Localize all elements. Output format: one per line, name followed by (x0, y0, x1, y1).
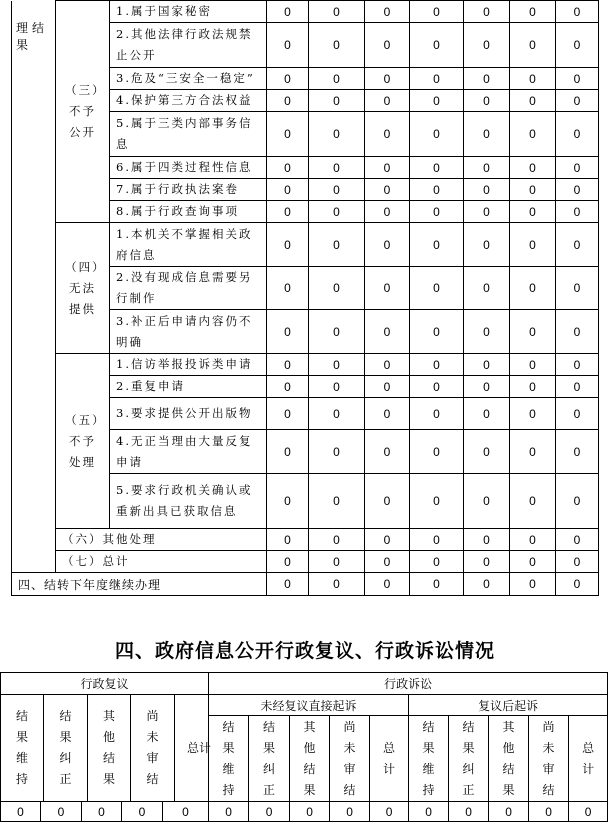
table-cell-value: 0 (410, 179, 464, 201)
table-cell-value: 0 (529, 802, 569, 822)
subcolumn-text: 其他结果 (303, 719, 316, 797)
table-cell-value: 0 (510, 310, 556, 354)
table-cell-value: 0 (410, 23, 464, 68)
table-cell-value: 0 (410, 201, 464, 223)
table-cell-value: 0 (464, 23, 510, 68)
table-cell-value: 0 (556, 23, 599, 68)
total-label: （七）总计 (56, 551, 267, 573)
row-label: 5.属于三类内部事务信息 (110, 112, 267, 157)
table-cell-value: 0 (309, 474, 365, 529)
row-label: 7.属于行政执法案卷 (110, 179, 267, 201)
table-cell-value: 0 (410, 354, 464, 376)
table-cell-value: 0 (556, 68, 599, 90)
table-cell-value: 0 (365, 474, 410, 529)
table-cell-value: 0 (365, 529, 410, 551)
table-cell-value: 0 (163, 802, 209, 822)
table-cell-value: 0 (410, 573, 464, 596)
disclosure-results-table (11, 0, 599, 596)
row-label: 3.要求提供公开出版物 (110, 398, 267, 430)
table-cell-value: 0 (410, 398, 464, 430)
table-cell-value: 0 (370, 802, 409, 822)
subcolumn-text: 总计 (186, 740, 211, 755)
table-cell-value: 0 (510, 474, 556, 529)
category-label-text: （五）不予处理 (65, 412, 100, 469)
row-label: 2.其他法律行政法规禁止公开 (110, 23, 267, 68)
litigation-subcolumn-header (489, 716, 529, 802)
table-row (12, 573, 599, 596)
table-cell-value: 0 (510, 223, 556, 267)
table-cell-value: 0 (556, 310, 599, 354)
table-cell-value: 0 (410, 529, 464, 551)
table-cell-value: 0 (464, 573, 510, 596)
review-subcolumns (1, 695, 209, 802)
review-subcolumn-header (131, 695, 175, 801)
subcolumn-text: 其他结果 (102, 709, 115, 786)
table-cell-value: 0 (309, 201, 365, 223)
table-cell-value: 0 (1, 802, 41, 822)
table-cell-value: 0 (510, 23, 556, 68)
table-cell-value: 0 (267, 551, 309, 573)
table-cell-value: 0 (410, 267, 464, 310)
table-cell-value: 0 (510, 573, 556, 596)
row-label: 2.重复申请 (110, 376, 267, 398)
row-label: 6.属于四类过程性信息 (110, 157, 267, 179)
table-cell-value: 0 (267, 354, 309, 376)
table-cell-value: 0 (556, 90, 599, 112)
table-cell-value: 0 (267, 376, 309, 398)
table-cell-value: 0 (489, 802, 529, 822)
table-cell-value: 0 (410, 157, 464, 179)
table-cell-value: 0 (267, 112, 309, 157)
table-cell-value: 0 (267, 573, 309, 596)
table-cell-value: 0 (267, 398, 309, 430)
table-cell-value: 0 (365, 179, 410, 201)
table-cell-value: 0 (556, 1, 599, 23)
table-cell-value: 0 (267, 179, 309, 201)
table-cell-value: 0 (556, 157, 599, 179)
row-label: 3.补正后申请内容仍不明确 (110, 310, 267, 354)
subcolumn-text: 结果纠正 (462, 719, 475, 797)
subcolumn-text: 结果纠正 (263, 719, 276, 797)
table-cell-value: 0 (510, 68, 556, 90)
table-cell-value: 0 (449, 802, 489, 822)
table-cell-value: 0 (365, 354, 410, 376)
table-cell-value: 0 (464, 551, 510, 573)
table-cell-value: 0 (309, 23, 365, 68)
table-cell-value: 0 (464, 474, 510, 529)
row-label: 8.属于行政查询事项 (110, 201, 267, 223)
litigation-subcolumn-header (529, 716, 569, 802)
table-cell-value: 0 (267, 68, 309, 90)
subcolumn-text: 结果维持 (222, 719, 235, 797)
table-cell-value: 0 (410, 551, 464, 573)
subcolumn-text: 结果纠正 (59, 709, 72, 786)
table-cell-value: 0 (556, 376, 599, 398)
table-row (12, 223, 599, 267)
category-label-text: （四）无法提供 (65, 259, 100, 316)
table-cell-value: 0 (464, 201, 510, 223)
table-cell-value: 0 (267, 157, 309, 179)
row-label: 1.本机关不掌握相关政府信息 (110, 223, 267, 267)
table-cell-value: 0 (82, 802, 122, 822)
category-label (56, 1, 110, 223)
table-cell-value: 0 (309, 267, 365, 310)
litigation-subcolumn-header (569, 716, 608, 802)
litigation-subcolumn-header (409, 716, 449, 802)
table-cell-value: 0 (410, 430, 464, 474)
table-cell-value: 0 (510, 354, 556, 376)
table-cell-value: 0 (410, 68, 464, 90)
table-cell-value: 0 (365, 573, 410, 596)
litigation-header: 行政诉讼 (209, 673, 608, 695)
litigation-subcolumn-header (449, 716, 489, 802)
table-cell-value: 0 (309, 529, 365, 551)
section-title: 四、政府信息公开行政复议、行政诉讼情况 (114, 640, 495, 662)
table-cell-value: 0 (410, 223, 464, 267)
row-label: 4.保护第三方合法权益 (110, 90, 267, 112)
table-cell-value: 0 (510, 179, 556, 201)
table-cell-value: 0 (309, 354, 365, 376)
review-subcolumn-header (1, 695, 44, 801)
table-cell-value: 0 (267, 310, 309, 354)
table-cell-value: 0 (510, 90, 556, 112)
table-cell-value: 0 (365, 376, 410, 398)
table-cell-value: 0 (464, 310, 510, 354)
table-cell-value: 0 (510, 1, 556, 23)
litigation-subcolumn-header (249, 716, 290, 802)
table-cell-value: 0 (464, 430, 510, 474)
table-cell-value: 0 (365, 112, 410, 157)
table-cell-value: 0 (510, 157, 556, 179)
table-cell-value: 0 (464, 112, 510, 157)
table-cell-value: 0 (309, 573, 365, 596)
table-cell-value: 0 (556, 354, 599, 376)
section-label: 理结果 (12, 1, 56, 573)
table-cell-value: 0 (309, 112, 365, 157)
subcolumn-text: 总计 (383, 740, 396, 776)
table-cell-value: 0 (309, 179, 365, 201)
table-cell-value: 0 (410, 310, 464, 354)
table-cell-value: 0 (330, 802, 370, 822)
table-cell-value: 0 (365, 430, 410, 474)
table-cell-value: 0 (365, 551, 410, 573)
table-cell-value: 0 (309, 398, 365, 430)
table-cell-value: 0 (365, 23, 410, 68)
table-cell-value: 0 (556, 223, 599, 267)
other-processing-label: （六）其他处理 (56, 529, 267, 551)
table-cell-value: 0 (464, 376, 510, 398)
table-cell-value: 0 (309, 551, 365, 573)
table-cell-value: 0 (556, 179, 599, 201)
table-cell-value: 0 (464, 1, 510, 23)
table-cell-value: 0 (267, 430, 309, 474)
table-cell-value: 0 (365, 267, 410, 310)
subcolumn-text: 尚未审结 (146, 709, 159, 786)
row-label: 2.没有现成信息需要另行制作 (110, 267, 267, 310)
table-cell-value: 0 (510, 551, 556, 573)
table-cell-value: 0 (510, 529, 556, 551)
table-cell-value: 0 (365, 310, 410, 354)
table-cell-value: 0 (267, 267, 309, 310)
table-cell-value: 0 (410, 474, 464, 529)
table-cell-value: 0 (267, 223, 309, 267)
litigation-subcolumn-header (209, 716, 249, 802)
subcolumn-text: 总计 (582, 740, 595, 776)
table-cell-value: 0 (556, 474, 599, 529)
table-cell-value: 0 (464, 354, 510, 376)
table-row (12, 529, 599, 551)
table-cell-value: 0 (510, 376, 556, 398)
table-cell-value: 0 (464, 68, 510, 90)
table-cell-value: 0 (365, 223, 410, 267)
table-cell-value: 0 (41, 802, 82, 822)
table-cell-value: 0 (365, 157, 410, 179)
litigation-subcolumn-header (330, 716, 370, 802)
table-cell-value: 0 (464, 267, 510, 310)
subcolumn-text: 其他结果 (502, 719, 515, 797)
table-cell-value: 0 (556, 267, 599, 310)
row-label: 3.危及“三安全一稳定” (110, 68, 267, 90)
table-cell-value: 0 (267, 90, 309, 112)
table-cell-value: 0 (410, 90, 464, 112)
table-cell-value: 0 (464, 179, 510, 201)
litigation-subcolumn-header (370, 716, 409, 802)
subcolumn-text: 尚未审结 (542, 719, 555, 797)
table-cell-value: 0 (556, 529, 599, 551)
table-cell-value: 0 (309, 376, 365, 398)
table-cell-value: 0 (556, 201, 599, 223)
table-cell-value: 0 (309, 310, 365, 354)
category-label (56, 223, 110, 354)
review-header: 行政复议 (1, 673, 209, 695)
table-row (12, 1, 599, 23)
table-cell-value: 0 (510, 398, 556, 430)
row-label: 5.要求行政机关确认或重新出具已获取信息 (110, 474, 267, 529)
table-cell-value: 0 (556, 551, 599, 573)
review-litigation-table (0, 672, 608, 822)
table-cell-value: 0 (464, 398, 510, 430)
table-cell-value: 0 (510, 201, 556, 223)
table-cell-value: 0 (290, 802, 330, 822)
row-label: 1.信访举报投诉类申请 (110, 354, 267, 376)
table-cell-value: 0 (409, 802, 449, 822)
table-cell-value: 0 (410, 1, 464, 23)
direct-suit-header: 未经复议直接起诉 (209, 695, 409, 716)
table-cell-value: 0 (365, 201, 410, 223)
table-cell-value: 0 (365, 398, 410, 430)
subcolumn-text: 结果维持 (15, 709, 28, 786)
row-label: 4.无正当理由大量反复申请 (110, 430, 267, 474)
table-cell-value: 0 (267, 1, 309, 23)
review-subcolumn-header (88, 695, 131, 801)
table-cell-value: 0 (249, 802, 290, 822)
table-cell-value: 0 (365, 1, 410, 23)
table-cell-value: 0 (510, 430, 556, 474)
subcolumn-text: 尚未审结 (343, 719, 356, 797)
table-cell-value: 0 (309, 68, 365, 90)
table-cell-value: 0 (267, 474, 309, 529)
table-cell-value: 0 (267, 529, 309, 551)
after-review-header: 复议后起诉 (409, 695, 608, 716)
table-cell-value: 0 (464, 529, 510, 551)
table-cell-value: 0 (267, 201, 309, 223)
table-cell-value: 0 (209, 802, 249, 822)
table-cell-value: 0 (309, 90, 365, 112)
litigation-subcolumn-header (290, 716, 330, 802)
table-cell-value: 0 (365, 90, 410, 112)
table-cell-value: 0 (464, 223, 510, 267)
row-label: 1.属于国家秘密 (110, 1, 267, 23)
table-cell-value: 0 (464, 90, 510, 112)
table-cell-value: 0 (464, 157, 510, 179)
table-cell-value: 0 (569, 802, 608, 822)
table-cell-value: 0 (309, 430, 365, 474)
table-cell-value: 0 (365, 68, 410, 90)
table-cell-value: 0 (510, 112, 556, 157)
category-label-text: （三）不予公开 (65, 83, 100, 139)
table-cell-value: 0 (309, 1, 365, 23)
table-cell-value: 0 (556, 112, 599, 157)
table-cell-value: 0 (309, 157, 365, 179)
table-cell-value: 0 (410, 376, 464, 398)
table-row (12, 354, 599, 376)
table-cell-value: 0 (556, 430, 599, 474)
carry-over-label: 四、结转下年度继续办理 (12, 573, 267, 596)
table-row (12, 551, 599, 573)
table-cell-value: 0 (122, 802, 163, 822)
table-cell-value: 0 (267, 23, 309, 68)
table-cell-value: 0 (556, 398, 599, 430)
table-cell-value: 0 (510, 267, 556, 310)
table-cell-value: 0 (556, 573, 599, 596)
table-cell-value: 0 (309, 223, 365, 267)
category-label (56, 354, 110, 529)
review-subcolumn-header (44, 695, 88, 801)
subcolumn-text: 结果维持 (422, 719, 435, 797)
table-cell-value: 0 (410, 112, 464, 157)
